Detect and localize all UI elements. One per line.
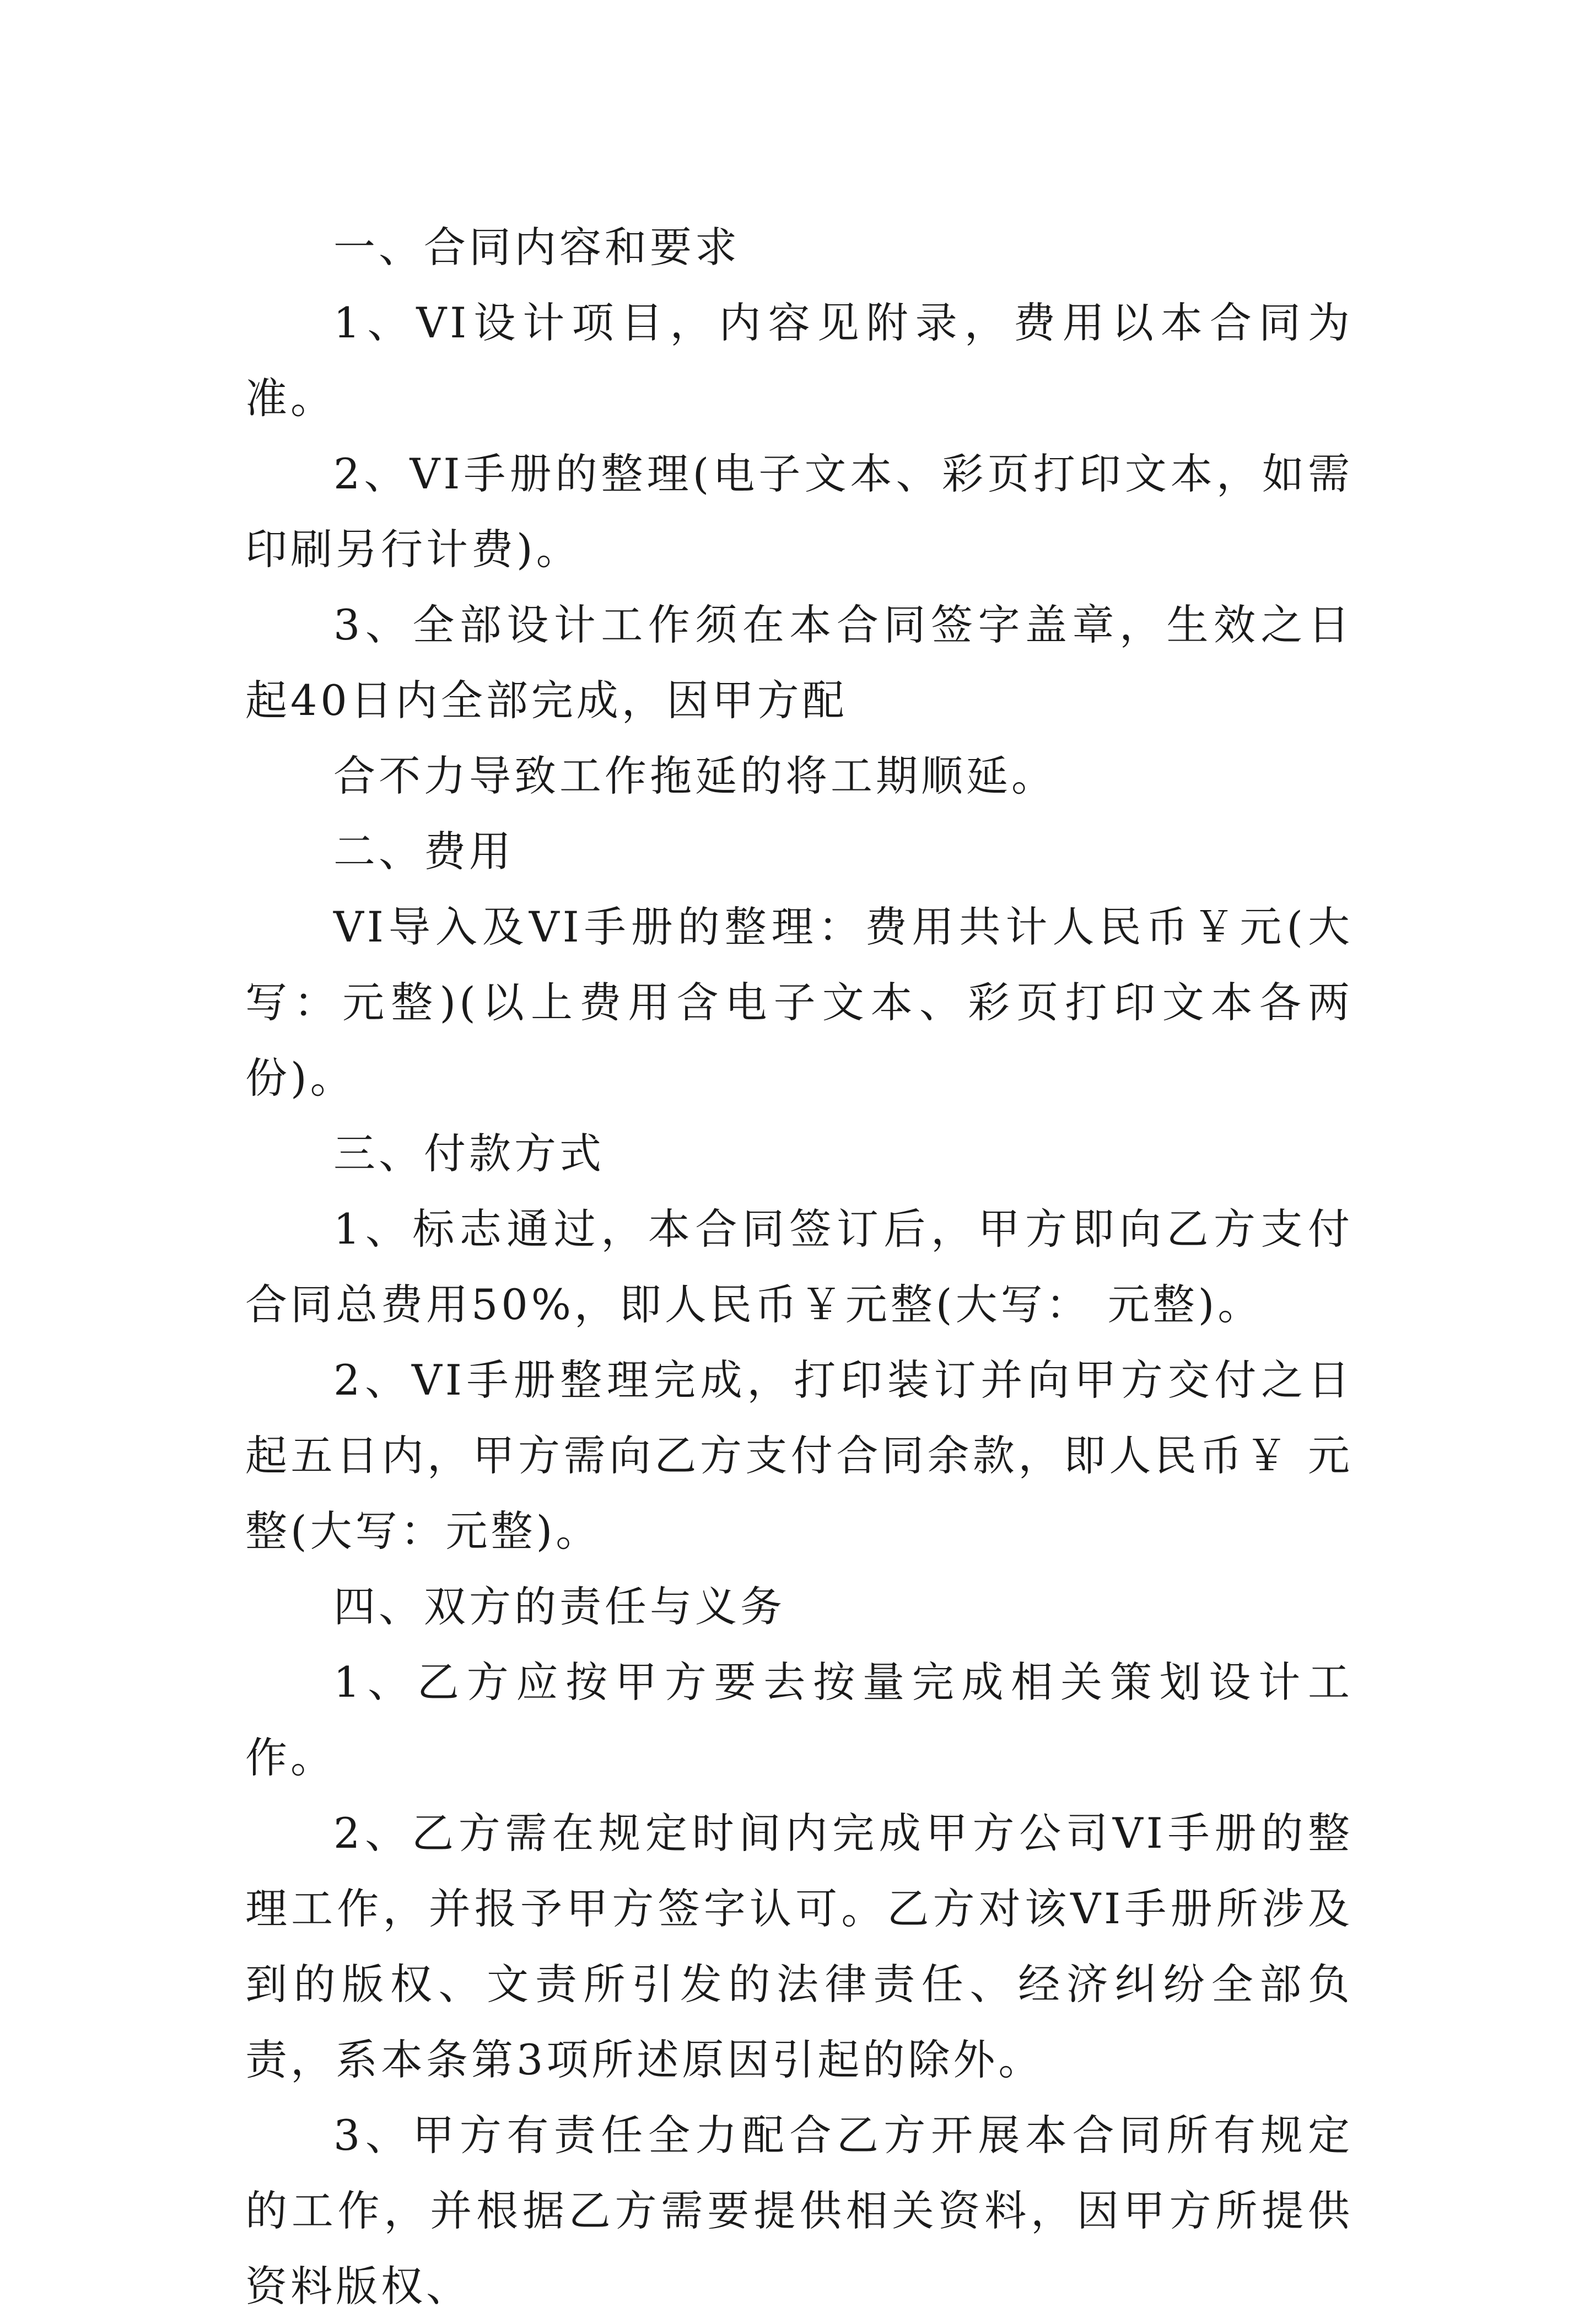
clause-final-payment: 2、VI手册整理完成，打印装订并向甲方交付之日起五日内，甲方需向乙方支付合同余款，即人民币￥ 元整(大写：元整)。 bbox=[245, 1355, 1353, 1556]
clause-completion-deadline: 3、全部设计工作须在本合同签字盖章，生效之日起40日内全部完成，因甲方配 bbox=[245, 600, 1353, 725]
clause-fee-total: VI导入及VI手册的整理：费用共计人民币￥元(大写：元整)(以上费用含电子文本、彩页打印文本各两份)。 bbox=[245, 902, 1353, 1102]
clause-party-b-manual: 2、乙方需在规定时间内完成甲方公司VI手册的整理工作，并报予甲方签字认可。乙方对该VI手册所涉及到的版权、文责所引发的法律责任、经济纠纷全部负责，系本条第3项所述原因引起的除外。 bbox=[245, 1809, 1353, 2084]
clause-delay-extension: 合不力导致工作拖延的将工期顺延。 bbox=[333, 751, 1057, 800]
heading-responsibilities: 四、双方的责任与义务 bbox=[333, 1582, 785, 1631]
heading-contract-content: 一、合同内容和要求 bbox=[333, 223, 740, 272]
clause-party-b-work: 1、乙方应按甲方要去按量完成相关策划设计工作。 bbox=[245, 1658, 1353, 1782]
heading-fees: 二、费用 bbox=[333, 827, 514, 876]
heading-payment-method: 三、付款方式 bbox=[333, 1129, 605, 1178]
document-body bbox=[245, 209, 1353, 2324]
clause-first-payment: 1、标志通过，本合同签订后，甲方即向乙方支付合同总费用50%，即人民币￥元整(大写： 元整)。 bbox=[245, 1204, 1353, 1329]
clause-vi-design-project: 1、VI设计项目，内容见附录，费用以本合同为准。 bbox=[245, 298, 1353, 423]
clause-vi-manual: 2、VI手册的整理(电子文本、彩页打印文本，如需印刷另行计费)。 bbox=[245, 449, 1353, 574]
clause-party-a-cooperation: 3、甲方有责任全力配合乙方开展本合同所有规定的工作，并根据乙方需要提供相关资料，因甲方所提供资料版权、 bbox=[245, 2111, 1353, 2311]
